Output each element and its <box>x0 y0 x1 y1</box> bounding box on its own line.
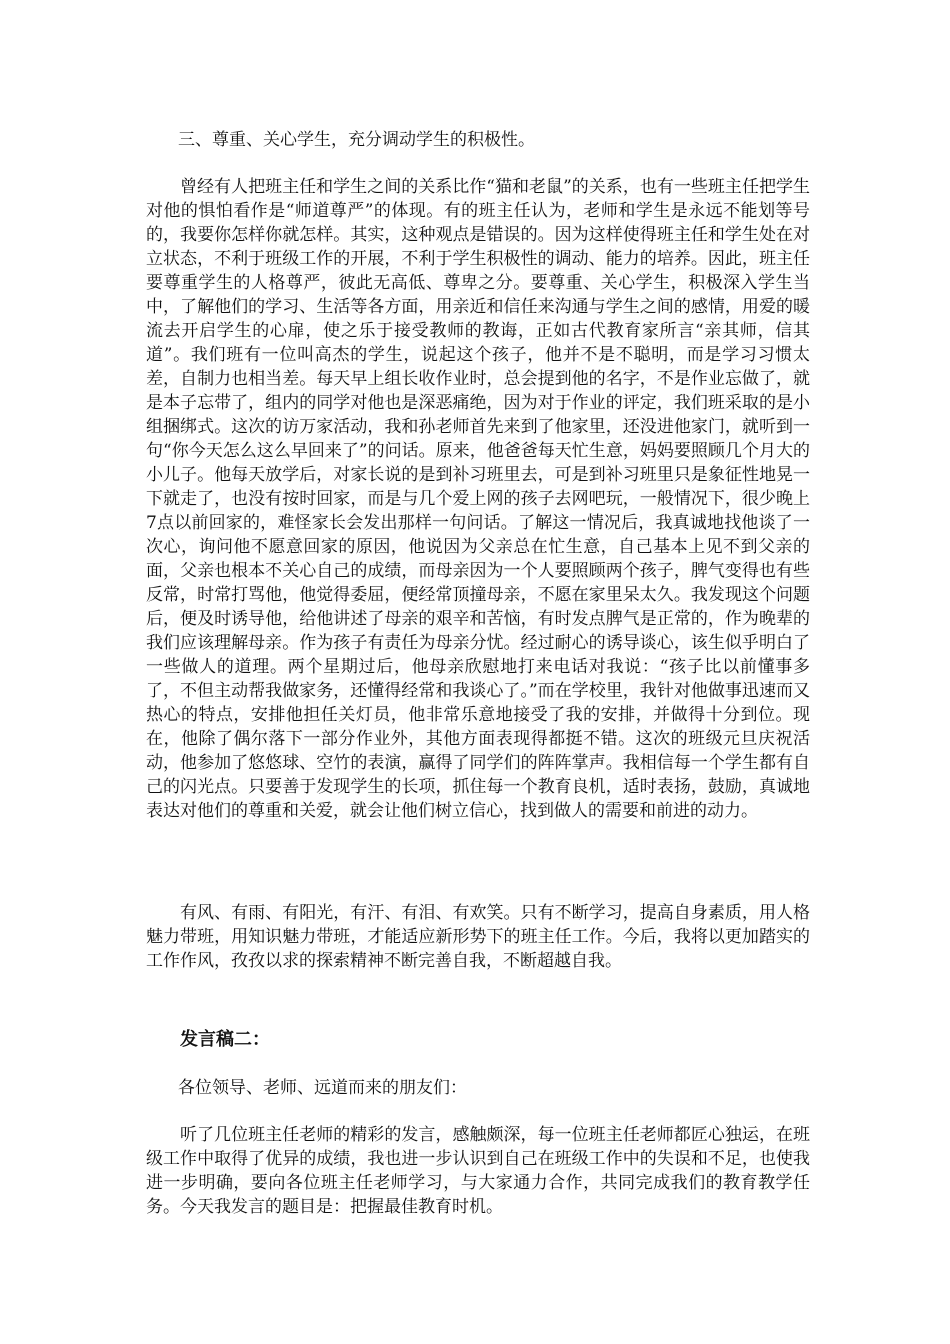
body-paragraph-1: 曾经有人把班主任和学生之间的关系比作“猫和老鼠”的关系，也有一些班主任把学生对他的惧怕看作是“师道尊严”的体现。有的班主任认为，老师和学生是永远不能划等号的，我要你怎样你就怎样。其实，这种观点是错误的。因为这样使得班主任和学生处在对立状态，不利于班级工作的开展，不利于学生积极性的调动、能力的培养。因此，班主任要尊重学生的人格尊严，彼此无高低、尊卑之分。要尊重、关心学生，积极深入学生当中，了解他们的学习、生活等各方面，用亲近和信任来沟通与学生之间的感情，用爱的暖流去开启学生的心扉，使之乐于接受教师的教诲，正如古代教育家所言“亲其师，信其道”。我们班有一位叫高杰的学生，说起这个孩子，他并不是不聪明，而是学习习惯太差，自制力也相当差。每天早上组长收作业时，总会提到他的名字，不是作业忘做了，就是本子忘带了，组内的同学对他也是深恶痛绝，因为对于作业的评定，我们班采取的是小组捆绑式。这次的访万家活动，我和孙老师首先来到了他家里，还没进他家门，就听到一句“你今天怎么这么早回来了”的问话。原来，他爸爸每天忙生意，妈妈要照顾几个月大的小儿子。他每天放学后，对家长说的是到补习班里去，可是到补习班里只是象征性地晃一下就走了，也没有按时回家，而是与几个爱上网的孩子去网吧玩，一般情况下，很少晚上7点以前回家的，难怪家长会发出那样一句问话。了解这一情况后，我真诚地找他谈了一次心，询问他不愿意回家的原因，他说因为父亲总在忙生意，自己基本上见不到父亲的面，父亲也根本不关心自己的成绩，而母亲因为一个人要照顾两个孩子，脾气变得也有些反常，时常打骂他，他觉得委屈，便经常顶撞母亲，不愿在家里呆太久。我发现这个问题后，便及时诱导他，给他讲述了母亲的艰辛和苦恼，有时发点脾气是正常的，作为晚辈的我们应该理解母亲。作为孩子有责任为母亲分忧。经过耐心的诱导谈心，该生似乎明白了一些做人的道理。两个星期过后，他母亲欣慰地打来电话对我说：“孩子比以前懂事多了，不但主动帮我做家务，还懂得经常和我谈心了。”而在学校里，我针对他做事迅速而又热心的特点，安排他担任关灯员，他非常乐意地接受了我的安排，并做得十分到位。现在，他除了偶尔落下一部分作业外，其他方面表现得都挺不错。这次的班级元旦庆祝活动，他参加了悠悠球、空竹的表演，赢得了同学们的阵阵掌声。我相信每一个学生都有自己的闪光点。只要善于发现学生的长项，抓住每一个教育良机，适时表扬，鼓励，真诚地表达对他们的尊重和关爱，就会让他们树立信心，找到做人的需要和前进的动力。 <box>146 177 810 821</box>
section-heading-three: 三、尊重、关心学生，充分调动学生的积极性。 <box>178 130 535 150</box>
body-paragraph-3: 听了几位班主任老师的精彩的发言，感触颇深，每一位班主任老师都匠心独运，在班级工作中取得了优异的成绩，我也进一步认识到自己在班级工作中的失误和不足，也使我进一步明确，要向各位班主任老师学习，与大家通力合作，共同完成我们的教育教学任务。今天我发言的题目是：把握最佳教育时机。 <box>146 1125 810 1217</box>
body-paragraph-2: 有风、有雨、有阳光，有汗、有泪、有欢笑。只有不断学习，提高自身素质，用人格魅力带班，用知识魅力带班，才能适应新形势下的班主任工作。今后，我将以更加踏实的工作作风，孜孜以求的探索精神不断完善自我，不断超越自我。 <box>146 903 810 971</box>
greeting-line: 各位领导、老师、远道而来的朋友们： <box>178 1078 467 1098</box>
speech-two-title: 发言稿二： <box>180 1029 270 1050</box>
